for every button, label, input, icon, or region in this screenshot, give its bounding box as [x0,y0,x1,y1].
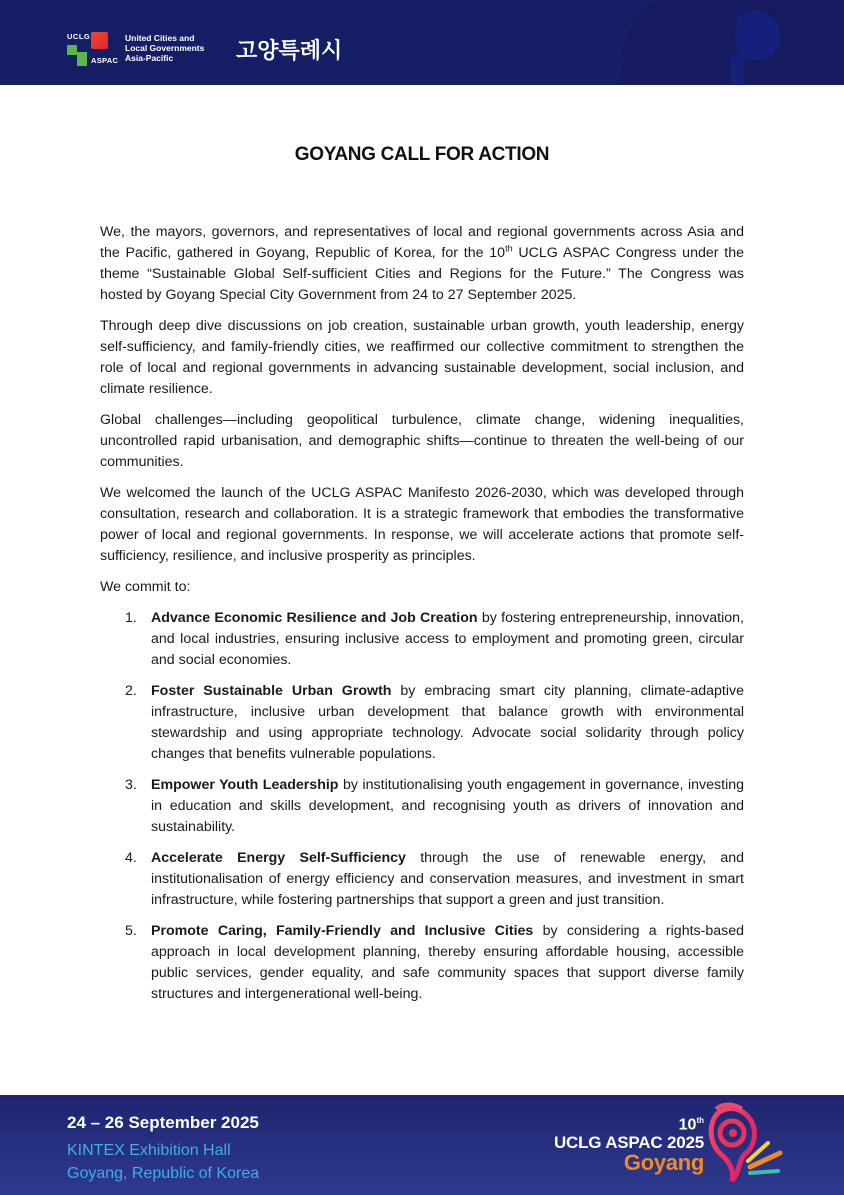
item-number: 1. [125,610,137,626]
paragraph-manifesto: We welcomed the launch of the UCLG ASPAC Manifesto 2026-2030, which was developed through consultation, research and collaboration. It is a strategic framework that embodies the transformative power of local and regional governments. In response, we will accelerate actions that promote self-sufficiency, resilience, and inclusive prosperity as principles. [100,485,744,564]
page-header [0,0,844,85]
item-heading: Empower Youth Leadership [151,777,339,793]
uclg-aspac-logo [66,32,118,66]
rose-flower-icon [700,1101,790,1187]
item-text: by institutionalising youth engagement in governance, investing in education and skills development, and recognising youth as drivers of innovation and sustainability. [151,777,745,835]
text: UCLG ASPAC Congress under the theme “Sustainable Global Self-sufficient Cities and Regions for the Future.” The Congress was hosted by Goyang Special City Government from 24 to 27 September 2025. [100,245,744,303]
map-island [730,55,744,85]
congress-city: Goyang [623,1150,704,1176]
event-venue [67,1139,259,1185]
congress-edition [544,1113,704,1133]
goyang-city-logo: 고양특례시 [236,39,343,64]
commitment-item [100,921,744,1005]
item-number: 4. [125,850,137,866]
page-footer [0,1095,844,1195]
commitment-item [100,681,744,765]
logo-acronym-top: UCLG [67,32,91,41]
org-name-line: United Cities and [125,33,195,43]
congress-name: UCLG ASPAC 2025 [553,1133,704,1153]
org-name [125,33,204,63]
commitment-item [100,775,744,838]
paragraph-commit-intro: We commit to: [100,579,191,595]
item-number: 3. [125,777,137,793]
edition-number: 10 [678,1116,697,1134]
item-heading: Promote Caring, Family-Friendly and Inclusive Cities [151,923,534,939]
item-heading: Accelerate Energy Self-Sufficiency [151,850,406,866]
event-date: 24 – 26 September 2025 [67,1113,259,1132]
venue-line: Goyang, Republic of Korea [67,1165,260,1182]
commitment-item [100,848,744,911]
document-body [100,222,744,1015]
item-text: by embracing smart city planning, climate-adaptive infrastructure, inclusive urban development that balance growth with environmental stewardship and using appropriate technology. Advocate social solidarity through policy changes that benefits vulnerable populations. [151,683,744,762]
superscript: th [696,1116,704,1125]
logo-green-square [67,45,77,55]
item-text: by fostering entrepreneurship, innovation, and local industries, ensuring inclusive access to employment and promoting green, circular and social economies. [151,610,744,668]
item-number: 5. [125,923,137,939]
text: We, the mayors, governors, and representatives of local and regional governments across Asia and the Pacific, gathered in Goyang, Republic of Korea, for the 10 [100,224,744,261]
map-island [735,10,780,60]
congress-logo-text [544,1113,704,1174]
commitments-list [100,608,744,1005]
item-heading: Foster Sustainable Urban Growth [151,683,392,699]
document-title: GOYANG CALL FOR ACTION [294,144,550,165]
logo-acronym-bottom: ASPAC [91,56,119,65]
item-text: through the use of renewable energy, and institutionalisation of energy efficiency and conservation measures, and investment in smart infrastructure, while fostering partnerships that support a green and just transition. [151,850,744,908]
item-number: 2. [125,683,137,699]
paragraph-challenges: Global challenges—including geopolitical turbulence, climate change, widening inequalities, uncontrolled rapid urbanisation, and demographic shifts—continue to threaten the well-being of our communities. [100,412,744,470]
logo-red-square [91,32,108,49]
paragraph-discussions: Through deep dive discussions on job creation, sustainable urban growth, youth leadership, energy self-sufficiency, and family-friendly cities, we reaffirmed our collective commitment to strengthen the role of local and regional governments in advancing sustainable development, social inclusion, and climate resilience. [100,318,744,397]
org-name-line: Asia-Pacific [125,53,174,63]
logo-green-square [77,52,87,66]
superscript: th [505,243,513,254]
item-text: by considering a rights-based approach in local development planning, thereby ensuring affordable housing, accessible public services, gender equality, and safe community spaces that support diverse family structures and intergenerational well-being. [151,923,745,1002]
venue-line: KINTEX Exhibition Hall [67,1142,231,1159]
commitment-item [100,608,744,671]
org-name-line: Local Governments [125,43,205,53]
paragraph-intro [100,222,744,306]
item-heading: Advance Economic Resilience and Job Creation [151,610,478,626]
